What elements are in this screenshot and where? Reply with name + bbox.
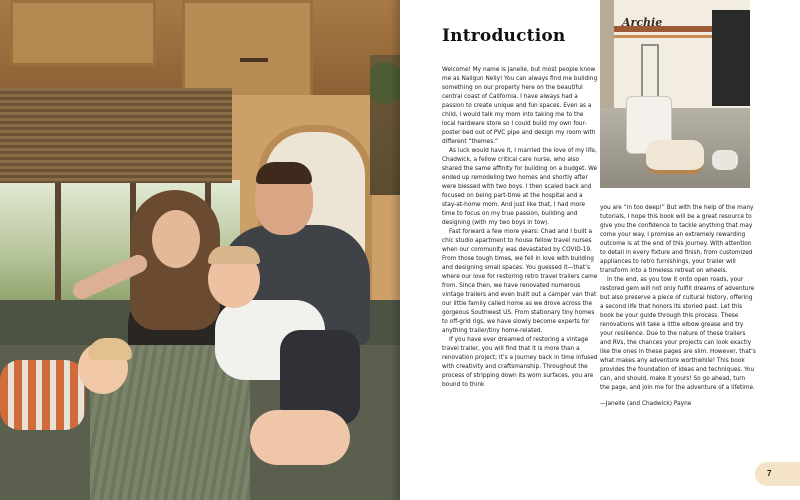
bare-feet — [250, 410, 350, 465]
paragraph: you are “in too deep!” But with the help of the many tutorials, I hope this book will be a great resource to give you the confidence to tackle anything that may come your way. I promise an extremely rewarding outcome is at the end of this journey. With attention to detail in every fixture and finish, from customized appliances to retro furnishings, your trailer will transform into a timeless retreat on wheels. — [600, 205, 754, 274]
upper-cabinet-left — [10, 0, 156, 66]
cabinet-handle — [240, 58, 268, 62]
trailer-stripe — [614, 35, 712, 38]
suitcase-handle — [641, 44, 659, 98]
sneakers — [712, 150, 738, 170]
paragraph: If you have ever dreamed of restoring a vintage travel trailer, you will find that it is more than a renovation project; it’s a journey back in time infused with creativity and craftsmanship. Throughout the process of stripping down its worn surfaces, you are bound to think — [442, 337, 598, 388]
roller-shade — [0, 88, 232, 183]
paragraph: Fast forward a few more years: Chad and I built a chic studio apartment to house fellow travel nurses when our community was devastated by COVID-19. From those tough times, we fell in love with building and designing small spaces. You guessed it—that’s where our love for restoring retro travel trailers came from. Since then, we have renovated numerous vintage trailers and even built out a camper van that our little family called home as we drove across the gorgeous Southwest US. From stationary tiny homes to off-grid rigs, we have slowly become experts for anything trailer/tiny home-related. — [442, 229, 598, 334]
paragraph: Welcome! My name is Janelle, but most people know me as Nailgun Nelly! You can always find me building something on our property here on the beautiful central coast of California. I have always had a passion to create unique and fun spaces. Even as a child, I would talk my mom into taking me to the local hardware store so I could build my own four-poster bed out of PVC pipe and design my room with different “themes.” — [442, 67, 598, 145]
trailer-door — [712, 10, 750, 106]
boy-hair — [208, 246, 260, 264]
page-number: 7 — [755, 462, 800, 486]
trailer-name-label: Archie — [622, 16, 663, 29]
page-title: Introduction — [442, 26, 566, 46]
woman-face — [152, 210, 200, 268]
trailer-photo — [600, 0, 750, 188]
paragraph: As luck would have it, I married the love of my life, Chadwick, a fellow critical care nurse, who also shared the same affinity for building on a budget. We ended up remodeling two homes and shortly after were blessed with two boys. I then scaled back and focused on being part-time at the hospital and a stay-at-home mom. And just like that, I had more time to focus on my true passion, building and designing (with my two boys in tow). — [442, 148, 598, 226]
paragraph: In the end, as you tow it onto open roads, your restored gem will not only fulfill dreams of adventure but also preserve a piece of cultural history, offering a second life that honors its storied past. Let this book be your guide through this process. These renovations will take a little elbow grease and try your resilience. Due to the nature of these trailers and RVs, the chances your projects can look exactly like the ones in these pages are slim. However, that’s what makes any adventure worthwhile! This book provides the foundation of ideas and techniques. You can, and should, make it yours! So go ahead, turn the page, and join me for the adventure of a lifetime. — [600, 277, 756, 391]
toddler-figure — [0, 360, 85, 430]
page-gutter-shadow — [390, 0, 400, 500]
duffel-bag — [646, 140, 704, 174]
text-column-left — [442, 66, 598, 390]
signature: —Janelle (and Chadwick) Payne — [600, 401, 692, 407]
text-column-right — [600, 204, 756, 409]
window-frame — [55, 180, 61, 300]
toddler-hair — [88, 338, 132, 360]
man-hair — [256, 162, 312, 184]
